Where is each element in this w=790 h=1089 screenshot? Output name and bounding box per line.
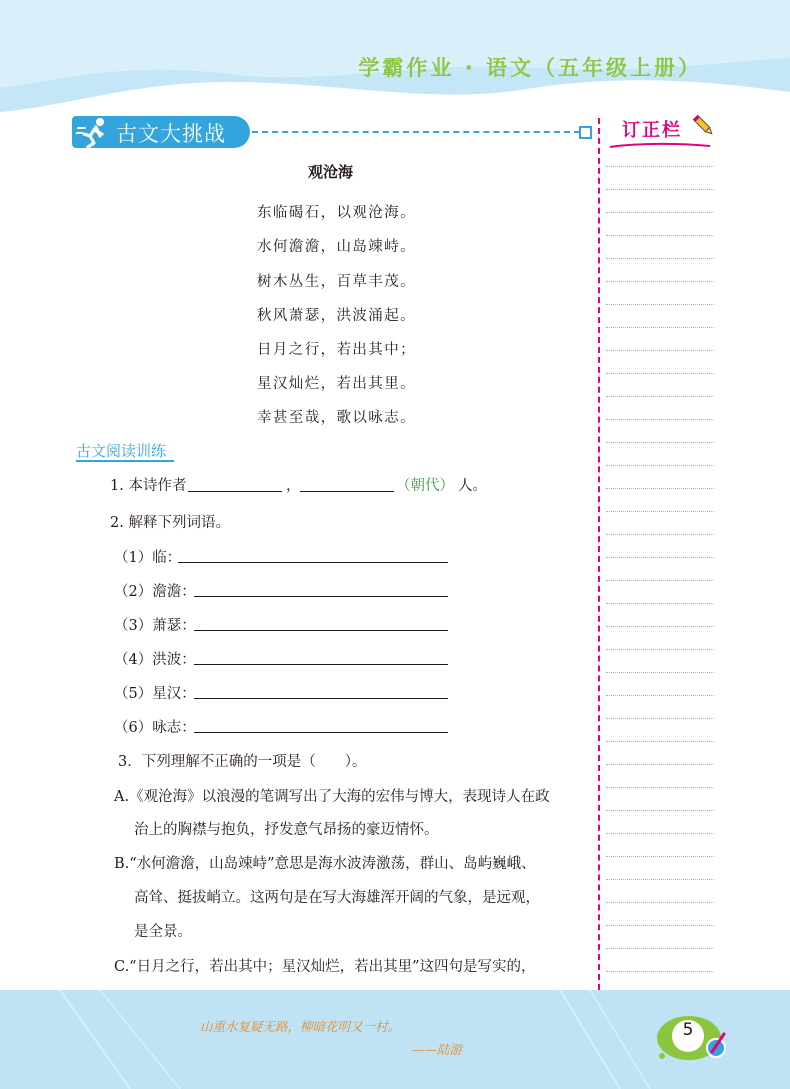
poem-line: 幸甚至哉，歌以咏志。 [257, 410, 416, 426]
correction-writing-line[interactable] [606, 856, 714, 857]
option-b-line: B.“水何澹澹，山岛竦峙”意思是海水波涛激荡，群山、岛屿巍峨、 [114, 856, 536, 872]
question-1-prefix: 1. 本诗作者 [110, 478, 187, 494]
word-item: （3）萧瑟： [114, 618, 196, 634]
correction-writing-line[interactable] [606, 741, 714, 742]
word-item: （6）咏志： [114, 720, 196, 736]
word-item: （4）洪波： [114, 652, 196, 668]
correction-writing-line[interactable] [606, 281, 714, 282]
banner-dashed-line [252, 131, 580, 133]
footer-motto-author: ——陆游 [412, 1042, 463, 1057]
correction-writing-line[interactable] [606, 695, 714, 696]
word-answer-line[interactable] [194, 664, 448, 665]
correction-writing-line[interactable] [606, 764, 714, 765]
correction-writing-line[interactable] [606, 649, 714, 650]
question-1-comma: ， [286, 478, 301, 494]
running-figure-icon [76, 116, 112, 148]
footer-motto: 山重水复疑无路，柳暗花明又一村。 [200, 1019, 401, 1034]
dynasty-answer-blank[interactable] [300, 491, 394, 492]
author-answer-blank[interactable] [188, 491, 282, 492]
correction-title-underline [608, 142, 712, 150]
option-b-line: 高耸、挺拔峭立。这两句是在写大海雄浑开阔的气象，是远观， [134, 890, 540, 906]
word-answer-line[interactable] [194, 596, 448, 597]
poem-title: 观沧海 [308, 163, 354, 181]
correction-writing-line[interactable] [606, 189, 714, 190]
word-item: （5）星汉： [114, 686, 196, 702]
correction-writing-line[interactable] [606, 350, 714, 351]
correction-writing-line[interactable] [606, 902, 714, 903]
correction-writing-line[interactable] [606, 488, 714, 489]
correction-writing-line[interactable] [606, 810, 714, 811]
correction-writing-line[interactable] [606, 534, 714, 535]
correction-writing-line[interactable] [606, 442, 714, 443]
correction-writing-line[interactable] [606, 948, 714, 949]
correction-writing-line[interactable] [606, 373, 714, 374]
correction-writing-line[interactable] [606, 787, 714, 788]
poem-line: 东临碣石，以观沧海。 [257, 205, 416, 221]
correction-column-divider [598, 118, 600, 990]
correction-writing-line[interactable] [606, 212, 714, 213]
poem-line: 水何澹澹，山岛竦峙。 [257, 239, 416, 255]
option-a-line: 治上的胸襟与抱负，抒发意气昂扬的豪迈情怀。 [134, 822, 439, 838]
question-3-prompt: 3．下列理解不正确的一项是（ ）。 [118, 754, 367, 770]
correction-writing-line[interactable] [606, 258, 714, 259]
word-answer-line[interactable] [194, 698, 448, 699]
correction-writing-line[interactable] [606, 304, 714, 305]
correction-writing-line[interactable] [606, 925, 714, 926]
word-item: （2）澹澹： [114, 584, 196, 600]
correction-writing-line[interactable] [606, 603, 714, 604]
correction-writing-line[interactable] [606, 971, 714, 972]
correction-writing-line[interactable] [606, 718, 714, 719]
reading-heading-underline [76, 460, 174, 462]
page-number: 5 [682, 1020, 694, 1040]
header-title: 学霸作业 · 语文（五年级上册） [358, 56, 702, 80]
poem-line: 秋风萧瑟，洪波涌起。 [257, 308, 416, 324]
correction-writing-line[interactable] [606, 557, 714, 558]
correction-writing-line[interactable] [606, 235, 714, 236]
question-1-suffix: 人。 [458, 478, 487, 494]
question-2-prompt: 2. 解释下列词语。 [110, 515, 230, 531]
section-title: 古文大挑战 [116, 122, 226, 146]
word-item: （1）临： [114, 550, 182, 566]
pencil-icon [691, 113, 717, 139]
banner-end-marker [579, 126, 592, 139]
correction-writing-line[interactable] [606, 166, 714, 167]
correction-writing-line[interactable] [606, 465, 714, 466]
correction-writing-line[interactable] [606, 580, 714, 581]
poem-line: 树木丛生，百草丰茂。 [257, 274, 416, 290]
option-b-line: 是全景。 [134, 924, 192, 940]
reading-section-heading: 古文阅读训练 [76, 442, 167, 460]
correction-writing-line[interactable] [606, 626, 714, 627]
option-c-line: C.“日月之行，若出其中；星汉灿烂，若出其里”这四句是写实的， [114, 959, 536, 975]
option-a-line: A.《观沧海》以浪漫的笔调写出了大海的宏伟与博大，表现诗人在政 [114, 789, 550, 805]
word-answer-line[interactable] [178, 562, 448, 563]
correction-writing-line[interactable] [606, 511, 714, 512]
correction-writing-line[interactable] [606, 833, 714, 834]
correction-writing-line[interactable] [606, 327, 714, 328]
correction-writing-line[interactable] [606, 419, 714, 420]
correction-writing-line[interactable] [606, 672, 714, 673]
poem-line: 日月之行，若出其中； [257, 342, 416, 358]
dynasty-hint: （朝代） [396, 478, 454, 494]
correction-writing-line[interactable] [606, 879, 714, 880]
correction-writing-line[interactable] [606, 396, 714, 397]
word-answer-line[interactable] [194, 630, 448, 631]
correction-column-title: 订正栏 [622, 120, 682, 141]
poem-line: 星汉灿烂，若出其里。 [257, 376, 416, 392]
word-answer-line[interactable] [194, 732, 448, 733]
